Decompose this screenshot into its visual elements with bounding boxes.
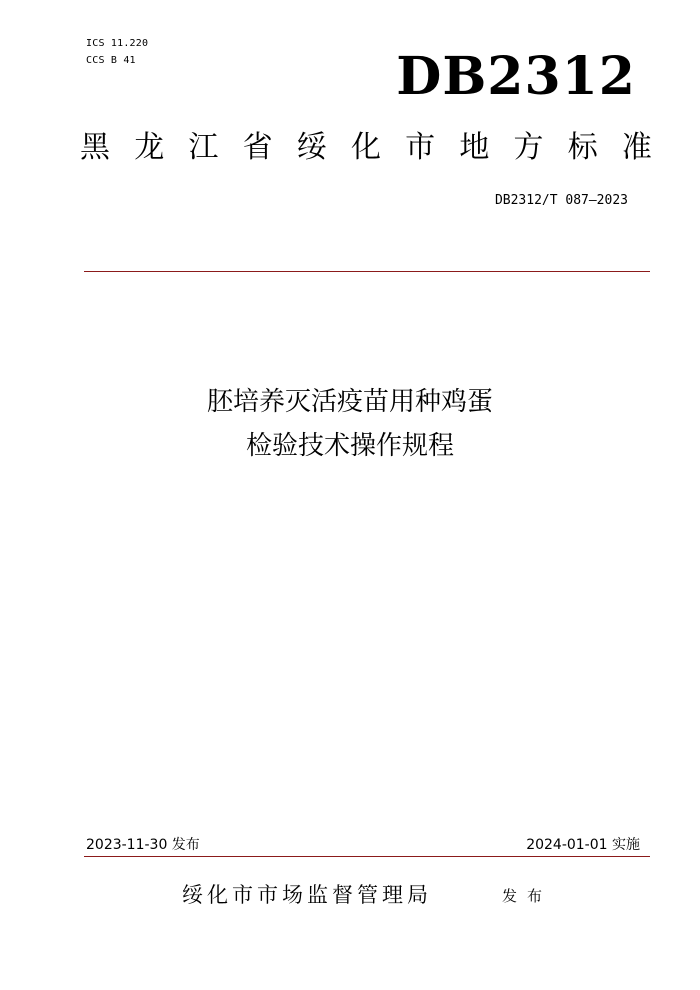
classification-codes <box>86 35 148 69</box>
standard-number: DB2312/T 087—2023 <box>494 193 628 208</box>
title-char: 地 <box>459 130 490 165</box>
document-title-line-1: 胚培养灭活疫苗用种鸡蛋 <box>206 387 493 417</box>
document-title-line-2: 检验技术操作规程 <box>245 431 454 461</box>
publish-label: 发布 <box>502 887 553 905</box>
title-char: 绥 <box>296 130 327 165</box>
title-char: 江 <box>188 130 219 165</box>
release-date: 2023-11-30 发布 <box>86 837 200 853</box>
publisher-name: 绥化市市场监督管理局 <box>182 883 432 907</box>
bottom-divider <box>84 856 650 857</box>
title-char: 龙 <box>134 130 165 165</box>
top-divider <box>84 271 650 272</box>
standard-code-mark: DB2312 <box>396 46 636 107</box>
standard-category-title <box>80 128 652 168</box>
title-char: 省 <box>242 130 273 165</box>
title-char: 化 <box>350 130 381 165</box>
implement-date: 2024-01-01 实施 <box>526 837 640 853</box>
title-char: 方 <box>513 130 544 165</box>
title-char: 准 <box>621 130 652 165</box>
ics-code: ICS 11.220 <box>86 38 149 49</box>
title-char: 黑 <box>80 130 110 165</box>
document-title <box>0 380 700 468</box>
title-char: 市 <box>405 130 436 165</box>
title-char: 标 <box>567 130 598 165</box>
ccs-code: CCS B 41 <box>86 55 136 66</box>
